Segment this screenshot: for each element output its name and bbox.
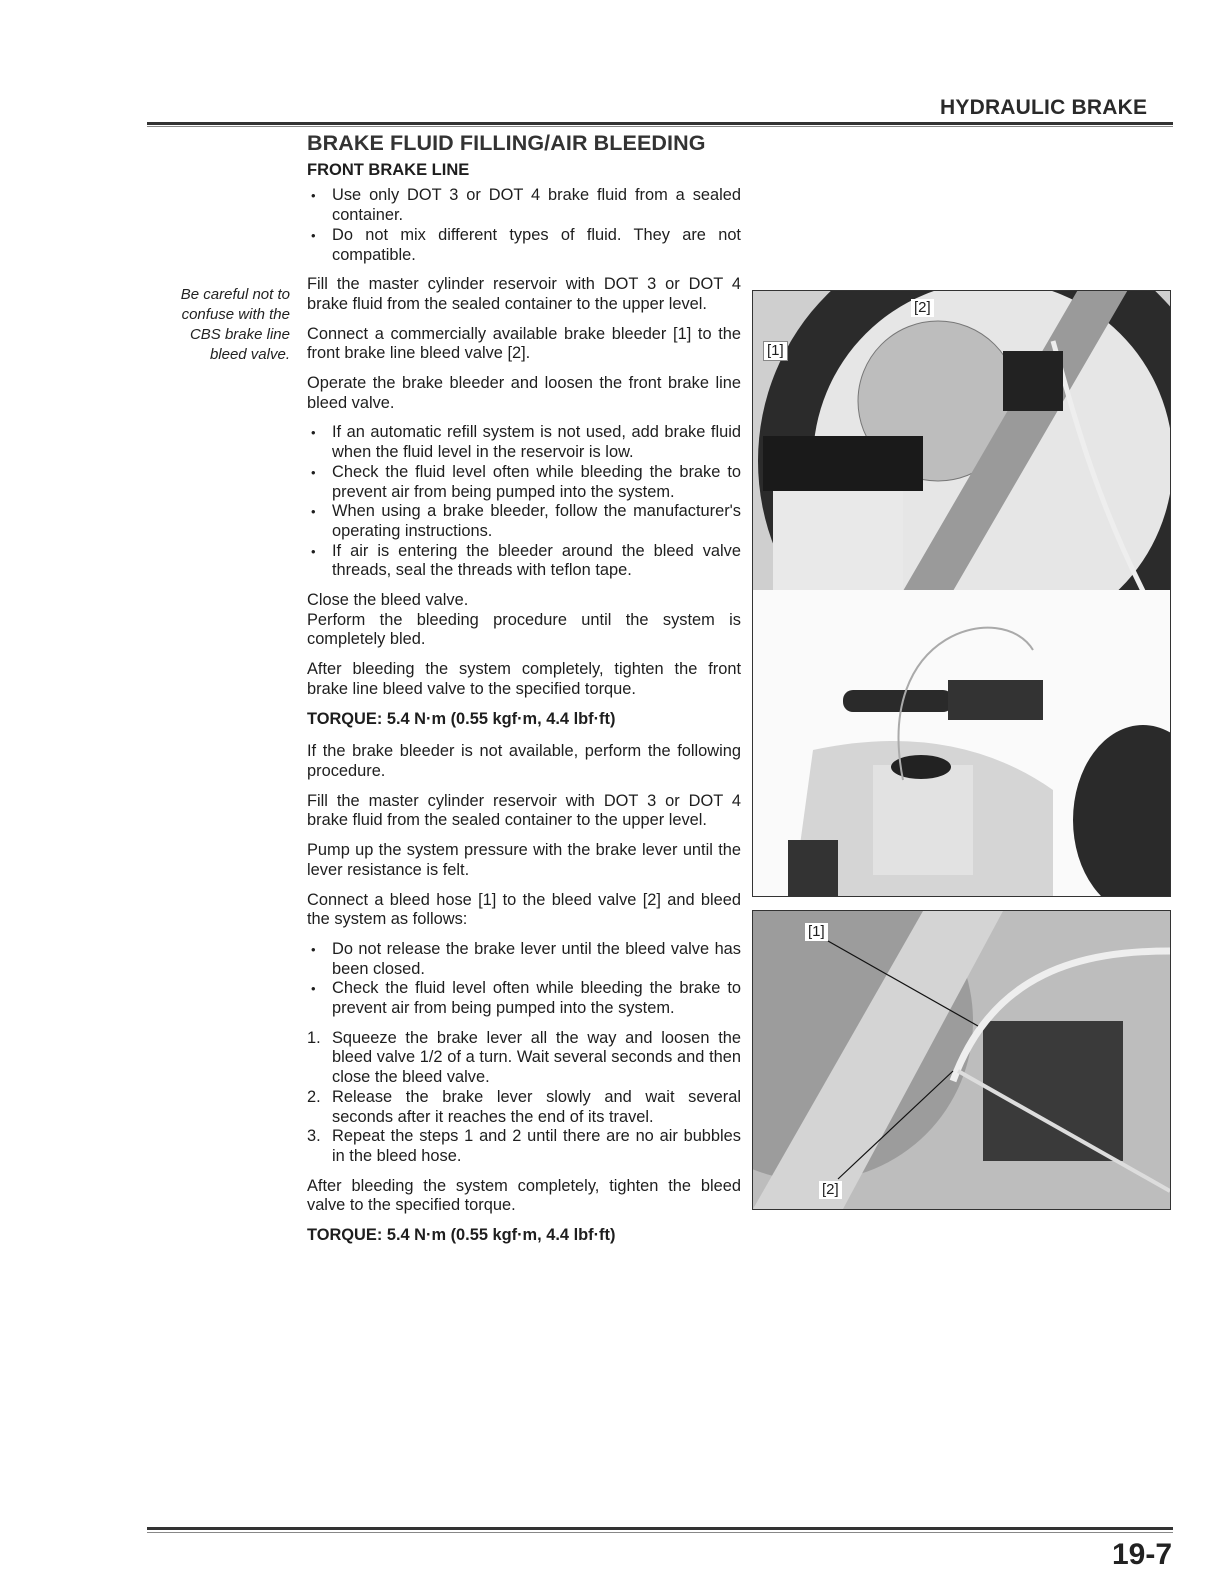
margin-note: Be careful not to confuse with the CBS brake line bleed valve. — [180, 286, 290, 363]
figure-handlebar-photo — [752, 590, 1171, 897]
torque-spec-2: TORQUE: 5.4 N·m (0.55 kgf·m, 4.4 lbf·ft) — [307, 1226, 616, 1245]
paragraph-pump: Pump up the system pressure with the brake lever until the lever resistance is felt. — [307, 841, 741, 879]
paragraph-after-1: After bleeding the system completely, tighten the front brake line bleed valve to the specified torque. — [307, 660, 741, 698]
paragraph-connect-2: Connect a bleed hose [1] to the bleed valve [2] and bleed the system as follows: — [307, 890, 741, 929]
main-column — [307, 131, 741, 1259]
handlebar-photo-illustration — [753, 590, 1170, 896]
header-rule — [147, 122, 1173, 125]
paragraph-fill: Fill the master cylinder reservoir with DOT 3 or DOT 4 brake fluid from the sealed container to the upper level. — [307, 275, 741, 313]
step-text: Squeeze the brake lever all the way and loosen the bleed valve 1/2 of a turn. Wait several seconds and then close the bleed valve. — [332, 1028, 741, 1087]
subsection-title: FRONT BRAKE LINE — [307, 160, 470, 179]
step-text: Repeat the steps 1 and 2 until there are no air bubbles in the bleed hose. — [332, 1127, 741, 1165]
paragraph-close: Close the bleed valve. — [307, 591, 469, 610]
list-item: • Check the fluid level often while bleeding the brake to prevent air from being pumped into the system. — [307, 979, 741, 1018]
paragraph-if: If the brake bleeder is not available, perform the following procedure. — [307, 742, 741, 780]
steps-list — [307, 1029, 741, 1167]
paragraph-operate: Operate the brake bleeder and loosen the front brake line bleed valve. — [307, 374, 741, 412]
bleeder-bullets — [307, 423, 741, 581]
page-title: BRAKE FLUID FILLING/AIR BLEEDING — [307, 131, 706, 155]
list-item: • Check the fluid level often while bleeding the brake to prevent air from being pumped into the system. — [307, 463, 741, 502]
list-item: • If an automatic refill system is not used, add brake fluid when the fluid level in the reservoir is low. — [307, 423, 741, 462]
callout-label-2: [2] — [911, 299, 934, 317]
paragraph-after-2: After bleeding the system completely, tighten the bleed valve to the specified torque. — [307, 1176, 741, 1215]
step-item — [307, 1029, 741, 1088]
page-number: 19-7 — [1111, 1538, 1172, 1571]
intro-bullets — [307, 186, 741, 265]
callout-label-1: [1] — [763, 341, 788, 361]
callout-label-1: [1] — [805, 923, 828, 941]
torque-spec-1: TORQUE: 5.4 N·m (0.55 kgf·m, 4.4 lbf·ft) — [307, 709, 616, 728]
list-item: • When using a brake bleeder, follow the manufacturer's operating instructions. — [307, 502, 741, 541]
footer-rule-thin — [147, 1532, 1173, 1533]
hose-bullets — [307, 940, 741, 1019]
list-item: • If air is entering the bleeder around the bleed valve threads, seal the threads with teflon tape. — [307, 542, 741, 581]
list-item: • Use only DOT 3 or DOT 4 brake fluid from a sealed container. — [307, 186, 741, 225]
paragraph-perform: Perform the bleeding procedure until the system is completely bled. — [307, 610, 741, 649]
step-number: 1. — [307, 1028, 321, 1047]
paragraph-fill-2: Fill the master cylinder reservoir with DOT 3 or DOT 4 brake fluid from the sealed container to the upper level. — [307, 791, 741, 830]
figure-bleed-hose-photo — [752, 910, 1171, 1210]
header-rule-thin — [147, 126, 1173, 127]
step-number: 2. — [307, 1087, 321, 1106]
step-number: 3. — [307, 1127, 321, 1146]
wheel-photo-illustration — [753, 291, 1170, 591]
list-item: • Do not mix different types of fluid. They are not compatible. — [307, 226, 741, 265]
step-item — [307, 1088, 741, 1127]
caliper-photo-illustration — [753, 911, 1170, 1209]
list-item: • Do not release the brake lever until the bleed valve has been closed. — [307, 940, 741, 979]
step-item — [307, 1127, 741, 1166]
step-text: Release the brake lever slowly and wait several seconds after it reaches the end of its travel. — [332, 1087, 741, 1126]
paragraph-connect: Connect a commercially available brake bleeder [1] to the front brake line bleed valve [2]. — [307, 324, 741, 363]
callout-label-2: [2] — [819, 1181, 842, 1199]
figure-brake-bleeder-photo — [752, 290, 1171, 592]
footer-rule — [147, 1527, 1173, 1530]
section-title: HYDRAULIC BRAKE — [940, 96, 1148, 119]
